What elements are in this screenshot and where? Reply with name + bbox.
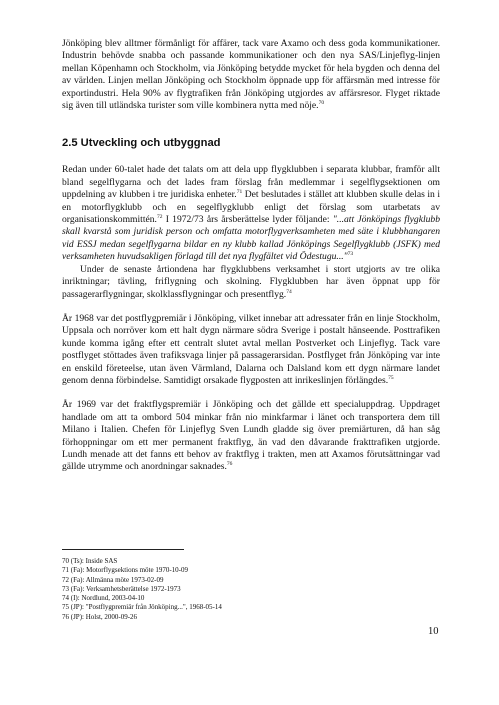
footnote-75: 75 (JP): "Postflygpremiär från Jönköping...", 1968-05-14 [62,603,222,612]
footnote-ref-74: 74 [286,288,292,295]
footnote-divider [62,549,184,550]
paragraph-freight-flight: År 1969 var det fraktflygspremiär i Jönköping och det gällde ett specialuppdrag. Uppdraget handlade om att ta ombord 504 minkar från nio minkfarmar i länet och transportera dem till Milano i Italien. Chefen för Linjeflyg Sven Lundh gladde sig över premiärturen, då han såg förhoppningar om ett mer permanent fraktflyg, än vad den dåvarande frakttrafiken utgjorde. Lundh menade att det fanns ett behov av fraktflyg i trakten, men att Axamos förutsättningar vad gällde utrymme och anordningar saknades.$^{76}$ [62,399,440,473]
paragraph-axamo: Jönköping blev alltmer förmånligt för affärer, tack vare Axamo och dess goda kommunikationer. Industrin behövde snabba och passande kommunikationer och den nya SAS/Linjeflyg-linjen mellan Köpenhamn och Stockholm, via Jönköping betydde mycket för hela bygden och denna del av världen. Linjen mellan Jönköping och Stockholm öppnade upp för affärsmän med intresse för exportindustri. Hela 90% av flygtrafiken från Jönköping utgjordes av affärsresor. Flyget riktade sig även till utländska turister som ville kombinera nytta med nöje.$^{70}$ [62,38,440,112]
paragraph-postal-flight: År 1968 var det postflygpremiär i Jönköping, vilket innebar att adressater från en linje Stockholm, Uppsala och norröver kom ett halt dygn närmare södra Sverige i postalt hänseende. Posttrafiken kunde komma igång efter ett centralt slutet avtal mellan Postverket och Linjeflyg. Tack vare postflyget stöttades även trafiksvaga linjer på passagerarsidan. Postflyget från Jönköping var inte en enskild företeelse, utan även Värmland, Dalarna och Dalsland kom ett dygn närmare landet genom denna förbindelse. Samtidigt orsakade flygposten att inrikeslinjen förlängdes.$^{75}$ [62,312,440,386]
paragraph-club-split: Redan under 60-talet hade det talats om att dela upp flygklubben i separata klubbar, framför allt bland segelflygarna och det lades fram förslag från medlemmar i segelflygsektionen om uppdelning av klubben i tre juridiska enheter.$^{71}$ Det beslutades i stället att klubben skulle delas in i en motorflygklubb och en segelflygklubb enligt det förslag som utarbetats av organisationskommittén.$^{72}$ I 1972/73 års årsberättelse lyder följande: "...att Jönköpings flygklubb skall kvarstå som juridisk person och omfatta motorflygverksamheten med säte i klubbhangaren vid ESSJ medan segelflygarna bildar en ny klubb kallad Jönköpings Segelflygklubb (JSFK) med verksamheten huvudsakligen förlagd till det nya flygfältet vid Ödestugu..."$^{73}$ [62,164,441,263]
footnote-ref-70: 70 [318,99,325,106]
section-heading: 2.5 Utveckling och utbyggnad [62,137,221,150]
footnote-76: 76 (JP): Holst, 2000-09-26 [62,612,138,621]
footnote-ref-73: 73 [347,251,354,258]
annual-report-quote: "...att Jönköpings flygklubb skall kvarstå som juridisk person och omfatta motorflygverksamheten med säte i klubbhangaren vid ESSJ medan segelflygarna bildar en ny klubb kallad Jönköpings Segelflygklubb (JSFK) med verksamheten huvudsakligen förlagd till det nya flygfältet vid Ödestugu..." [62,214,441,263]
footnote-72: 72 (Fa): Allmänna möte 1973-02-09 [62,575,164,584]
page-number: 10 [428,626,439,637]
footnote-70: 70 (Ts): Inside SAS [62,557,118,565]
page-body [62,38,440,474]
footnote-ref-75: 75 [388,374,394,381]
footnote-73: 73 (Fa): Verksamhetsberättelse 1972-1973 [62,584,181,593]
footnote-ref-71: 71 [236,189,243,196]
paragraph-activities: Under de senaste årtiondena har flygklubbens verksamhet i stort utgjorts av tre olika inriktningar; tävling, friflygning och skolning. Flygklubben har även öppnat upp för passagerarflygningar, skolklassflygningar och presentflyg.$^{74}$ [62,263,440,300]
footnote-ref-72: 72 [156,213,163,220]
footnotes [62,549,440,622]
footnote-71: 71 (Fa): Motorflygsektions möte 1970-10-09 [62,566,188,575]
footnote-ref-76: 76 [226,461,233,468]
footnote-74: 74 (I): Nordlund, 2003-04-10 [62,594,145,603]
